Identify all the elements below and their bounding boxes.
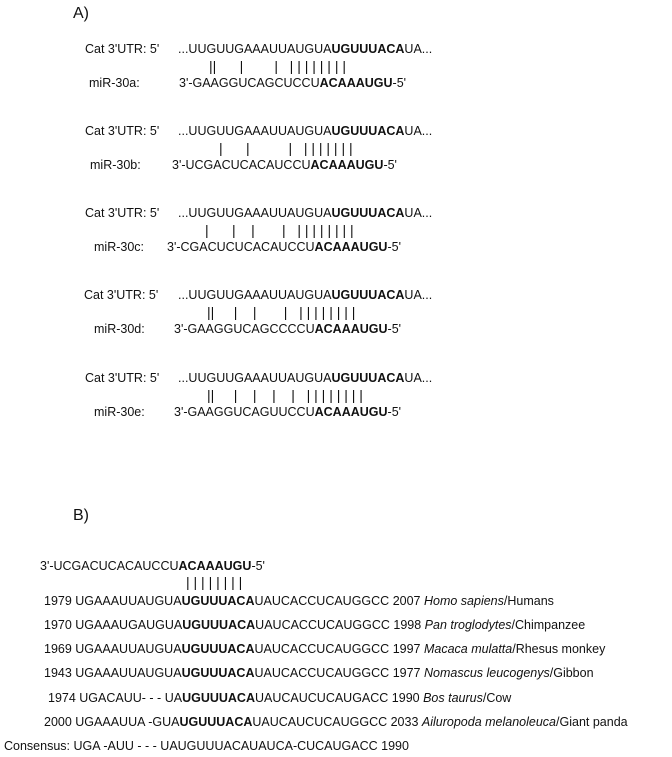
pairing-bars: | | | | | | | | | | | | (205, 222, 354, 238)
mirna-name: miR-30a: (89, 76, 140, 90)
utr-label: Cat 3'UTR: 5' (85, 371, 160, 385)
mirna-name: miR-30e: (94, 405, 145, 419)
mirna-sequence: 3'-CGACUCUCACAUCCUACAAAUGU-5' (167, 240, 401, 254)
panel-a-label: A) (73, 5, 89, 22)
utr-sequence: ...UUGUUGAAAUUAUGUAUGUUUACAUA... (178, 42, 433, 56)
species-row: 1969 UGAAAUUAUGUAUGUUUACAUAUCACCUCAUGGCC 1997 Macaca mulatta/Rhesus monkey (44, 642, 606, 656)
utr-label: Cat 3'UTR: 5' (84, 288, 159, 302)
mirna-sequence: 3'-UCGACUCACAUCCUACAAAUGU-5' (172, 158, 397, 172)
pairing-bars: || | | | | | | | | | | | (207, 304, 356, 320)
utr-sequence: ...UUGUUGAAAUUAUGUAUGUUUACAUA... (178, 288, 433, 302)
utr-label: Cat 3'UTR: 5' (85, 124, 160, 138)
mirna-sequence: 3'-GAAGGUCAGUUCCUACAAAUGU-5' (174, 405, 402, 419)
mirna-seq-seed: ACAAAUGU (178, 559, 252, 573)
species-row: 1974 UGACAUU- - - UAUGUUUACAUAUCAUCUCAUGACC 1990 Bos taurus/Cow (48, 691, 512, 705)
utr-sequence: ...UUGUUGAAAUUAUGUAUGUUUACAUA... (178, 206, 433, 220)
pairing-bars: || | | | | | | | | | | (209, 58, 346, 74)
species-row: 1970 UGAAAUGAUGUAUGUUUACAUAUCACCUCAUGGCC 1998 Pan troglodytes/Chimpanzee (44, 618, 586, 632)
mirna-name: miR-30c: (94, 240, 145, 254)
panel-b-label: B) (73, 507, 89, 524)
utr-label: Cat 3'UTR: 5' (85, 42, 160, 56)
utr-sequence: ...UUGUUGAAAUUAUGUAUGUUUACAUA... (178, 371, 433, 385)
utr-sequence: ...UUGUUGAAAUUAUGUAUGUUUACAUA... (178, 124, 433, 138)
mirna-seq-pre: 3'-UCGACUCACAUCCU (40, 559, 179, 573)
mirna-sequence: 3'-GAAGGUCAGCCCCUACAAAUGU-5' (174, 322, 402, 336)
panel-b-pairing-bars: | | | | | | | | (186, 574, 243, 590)
species-row: 1943 UGAAAUUAUGUAUGUUUACAUAUCACCUCAUGGCC 1977 Nomascus leucogenys/Gibbon (44, 666, 594, 680)
pairing-bars: | | | | | | | | | | (219, 140, 353, 156)
pairing-bars: || | | | | | | | | | | | | (207, 387, 363, 403)
species-row: 2000 UGAAAUUA -GUAUGUUUACAUAUCAUCUCAUGGCC 2033 Ailuropoda melanoleuca/Giant panda (44, 715, 628, 729)
species-row: 1979 UGAAAUUAUGUAUGUUUACAUAUCACCUCAUGGCC 2007 Homo sapiens/Humans (44, 594, 554, 608)
panel-b-mirna-sequence (40, 560, 265, 573)
mirna-seq-post: -5' (251, 559, 265, 573)
mirna-name: miR-30d: (94, 322, 145, 336)
utr-label: Cat 3'UTR: 5' (85, 206, 160, 220)
mirna-name: miR-30b: (90, 158, 141, 172)
consensus-line: Consensus: UGA -AUU - - - UAUGUUUACAUAUCA-CUCAUGACC 1990 (4, 739, 409, 753)
mirna-sequence: 3'-GAAGGUCAGCUCCUACAAAUGU-5' (179, 76, 407, 90)
